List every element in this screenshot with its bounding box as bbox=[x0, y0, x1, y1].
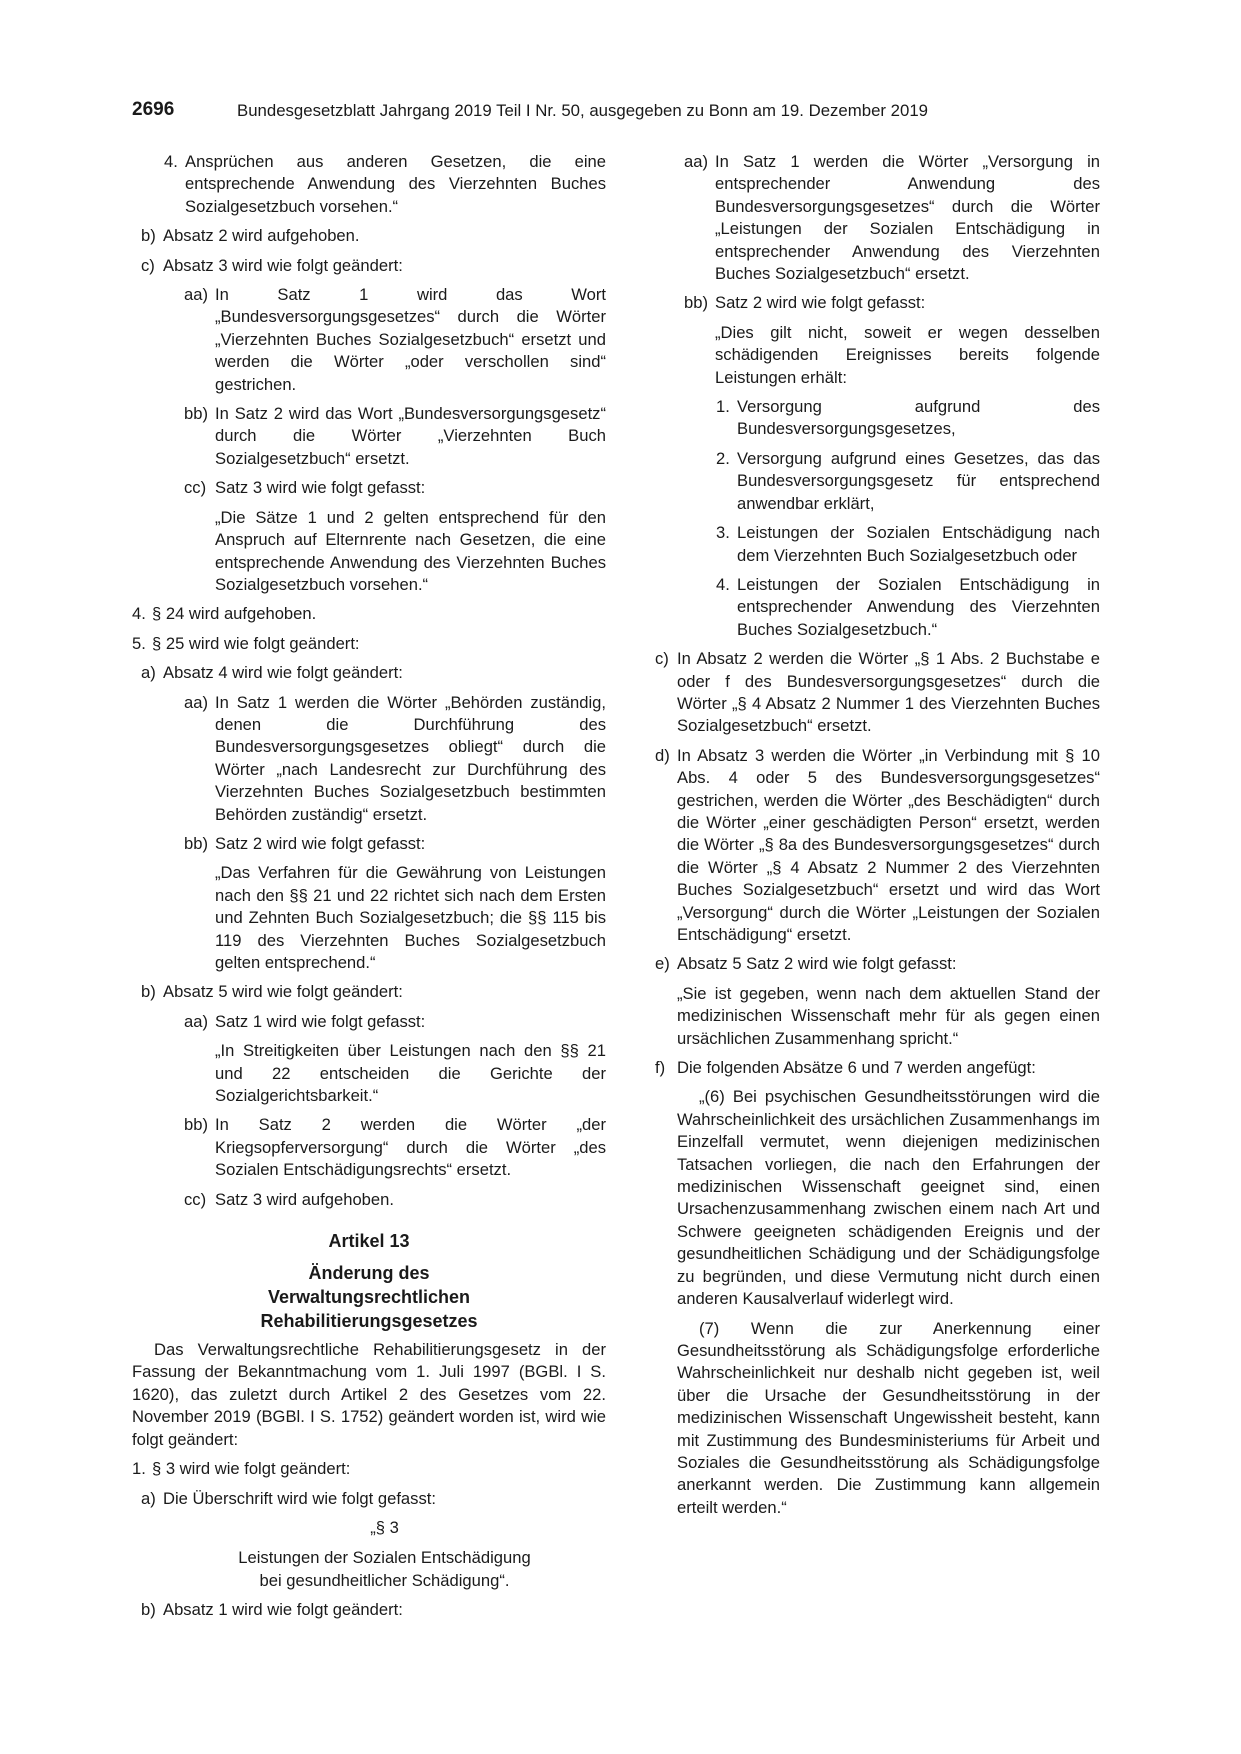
item-text: Die Überschrift wird wie folgt gefasst: bbox=[163, 1488, 436, 1508]
list-item bbox=[184, 833, 606, 855]
item-label: b) bbox=[141, 1600, 156, 1620]
list-item bbox=[716, 396, 1100, 441]
item-label: 2. bbox=[716, 448, 730, 468]
list-item bbox=[716, 448, 1100, 515]
item-text: Satz 2 wird wie folgt gefasst: bbox=[715, 293, 926, 313]
item-label: f) bbox=[655, 1058, 666, 1078]
section-heading-line: Leistungen der Sozialen Entschädigung bbox=[238, 1548, 531, 1568]
article-subtitle: Verwaltungsrechtlichen bbox=[267, 1287, 471, 1308]
article-intro: Das Verwaltungsrechtliche Rehabilitierungsgesetz in der Fassung der Bekanntmachung vom 1. Juli 1997 (BGBl. I S. 1620), das zuletzt durch Artikel 2 des Gesetzes vom 22. November 2019 (BGBl. I S. 1752) geändert worden ist, wird wie folgt geändert: bbox=[132, 1340, 606, 1449]
item-label: bb) bbox=[184, 404, 208, 424]
item-label: d) bbox=[655, 745, 670, 765]
item-text: In Satz 1 wird das Wort „Bundesversorgungsgesetzes“ durch die Wörter „Vierzehnten Buches Sozialgesetzbuch“ ersetzt und werden die Wörter „oder verschollen sind“ gestrichen. bbox=[215, 285, 606, 394]
list-item bbox=[141, 662, 606, 684]
item-text: In Satz 2 werden die Wörter „der Kriegsopferversorgung“ durch die Wörter „des Sozialen Entschädigungsrechts“ ersetzt. bbox=[215, 1115, 606, 1180]
page-number: 2696 bbox=[132, 99, 175, 120]
item-label: 4. bbox=[164, 152, 178, 171]
item-text: Absatz 5 wird wie folgt geändert: bbox=[163, 982, 403, 1002]
item-text: In Satz 2 wird das Wort „Bundesversorgungsgesetz“ durch die Wörter „Vierzehnten Buch Sozialgesetzbuch“ ersetzt. bbox=[215, 404, 606, 468]
list-item bbox=[184, 284, 606, 396]
item-label: bb) bbox=[684, 293, 708, 313]
list-item bbox=[184, 692, 606, 826]
right-column bbox=[655, 151, 1100, 1526]
item-text: § 24 wird aufgehoben. bbox=[152, 604, 317, 624]
item-text: In Absatz 2 werden die Wörter „§ 1 Abs. 2 Buchstabe e oder f des Bundesversorgungsgesetzes“ durch die Wörter „§ 4 Absatz 2 Nummer 1 des Vierzehnten Buches Sozialgesetzbuch“ ersetzt. bbox=[677, 649, 1100, 736]
item-label: 5. bbox=[132, 633, 146, 653]
item-label: b) bbox=[141, 226, 156, 246]
item-label: cc) bbox=[184, 478, 207, 498]
item-text: Satz 2 wird wie folgt gefasst: bbox=[215, 833, 426, 853]
item-text: Absatz 4 wird wie folgt geändert: bbox=[163, 663, 403, 683]
list-item bbox=[141, 1488, 606, 1510]
item-label: c) bbox=[655, 649, 669, 669]
item-label: c) bbox=[141, 255, 155, 275]
item-label: aa) bbox=[184, 692, 208, 712]
section-heading: „§ 3 bbox=[370, 1517, 399, 1537]
item-text: In Absatz 3 werden die Wörter „in Verbindung mit § 10 Abs. 4 oder 5 des Bundesversorgungsgesetzes“ gestrichen, werden die Wörter „des Beschädigten“ durch die Wörter „einer geschädigten Person“ ersetzt, werden die Wörter „§ 8a des Bundesversorgungsgesetzes“ durch die Wörter „§ 4 Absatz 2 Nummer 2 des Vierzehnten Buches Sozialgesetzbuch“ ersetzt und wird das Wort „Versorgung“ durch die Wörter „Leistungen der Sozialen Entschädigung“ ersetzt. bbox=[677, 745, 1100, 944]
item-text: § 3 wird wie folgt geändert: bbox=[152, 1459, 351, 1479]
quoted-text: „In Streitigkeiten über Leistungen nach den §§ 21 und 22 entscheiden die Gerichte der Sozialgerichtsbarkeit.“ bbox=[215, 1041, 606, 1106]
item-text: Versorgung aufgrund des Bundesversorgungsgesetzes, bbox=[737, 397, 1100, 439]
quoted-text: „Dies gilt nicht, soweit er wegen desselben schädigenden Ereignisses bereits folgende Leistungen erhält: bbox=[715, 322, 1100, 387]
quoted-paragraph: „(6) Bei psychischen Gesundheitsstörungen wird die Wahrscheinlichkeit des ursächlichen Zusammenhangs im Einzelfall vermutet, wenn diejenigen medizinischen Tatsachen vorliegen, die nach den Erfahrungen der medizinischen Wissenschaft geeignet sind, einen Ursachenzusammenhang zwischen einem nach Art und Schwere geeigneten schädigenden Ereignis und der gesundheitlichen Schädigung und der Schädigungsfolge zu begründen, und diese Vermutung nicht durch einen anderen Kausalverlauf widerlegt wird. bbox=[677, 1087, 1100, 1309]
list-item bbox=[655, 648, 1100, 738]
list-item bbox=[164, 151, 606, 218]
item-label: a) bbox=[141, 1488, 156, 1508]
list-item bbox=[132, 1458, 606, 1480]
quoted-paragraph: (7) Wenn die zur Anerkennung einer Gesundheitsstörung als Schädigungsfolge erforderliche Wahrscheinlichkeit nur deshalb nicht gegeben ist, weil über die Ursache der Gesundheitsstörung in der medizinischen Wissenschaft Ungewissheit besteht, kann mit Zustimmung des Bundesministeriums für Arbeit und Soziales die Gesundheitsstörung als Schädigungsfolge anerkannt werden. Die Zustimmung kann allgemein erteilt werden.“ bbox=[677, 1318, 1100, 1517]
item-text: Ansprüchen aus anderen Gesetzen, die eine entsprechende Anwendung des Vierzehnten Buches Sozialgesetzbuch vorsehen.“ bbox=[185, 152, 606, 216]
quoted-text: „Das Verfahren für die Gewährung von Leistungen nach den §§ 21 und 22 richtet sich nach dem Ersten und Zehnten Buch Sozialgesetzbuch; die §§ 115 bis 119 des Vierzehnten Buches Sozialgesetzbuch gelten entsprechend.“ bbox=[215, 863, 606, 972]
list-item bbox=[716, 522, 1100, 567]
item-label: bb) bbox=[184, 1115, 208, 1135]
item-label: aa) bbox=[184, 285, 208, 305]
item-label: bb) bbox=[184, 833, 208, 853]
item-text: In Satz 1 werden die Wörter „Versorgung in entsprechender Anwendung des Bundesversorgungsgesetzes“ durch die Wörter „Leistungen der Sozialen Entschädigung in entsprechender Anwendung des Vierzehnten Buches Sozialgesetzbuch“ ersetzt. bbox=[715, 152, 1100, 284]
item-text: § 25 wird wie folgt geändert: bbox=[152, 633, 360, 653]
left-column bbox=[132, 151, 606, 1629]
page-header bbox=[132, 99, 1112, 125]
list-item bbox=[655, 1057, 1100, 1079]
item-text: Leistungen der Sozialen Entschädigung in entsprechender Anwendung des Vierzehnten Buches Sozialgesetzbuch.“ bbox=[737, 574, 1100, 639]
list-item bbox=[184, 477, 606, 499]
quoted-text: „Sie ist gegeben, wenn nach dem aktuellen Stand der medizinischen Wissenschaft mehr für als gegen einen ursächlichen Zusammenhang spricht.“ bbox=[677, 983, 1100, 1048]
list-item bbox=[132, 603, 606, 625]
article-title: Artikel 13 bbox=[328, 1231, 410, 1252]
item-label: aa) bbox=[184, 1011, 208, 1031]
list-item bbox=[684, 151, 1100, 285]
item-text: Satz 3 wird wie folgt gefasst: bbox=[215, 478, 426, 498]
item-label: 1. bbox=[132, 1459, 146, 1479]
list-item bbox=[132, 633, 606, 655]
item-label: 4. bbox=[716, 574, 730, 594]
list-item bbox=[184, 403, 606, 470]
list-item bbox=[655, 745, 1100, 947]
list-item bbox=[141, 225, 606, 247]
section-heading-line: bei gesundheitlicher Schädigung“. bbox=[259, 1570, 510, 1590]
item-text: Satz 3 wird aufgehoben. bbox=[215, 1189, 394, 1209]
list-item bbox=[184, 1114, 606, 1181]
item-text: Absatz 2 wird aufgehoben. bbox=[163, 226, 360, 246]
item-text: Die folgenden Absätze 6 und 7 werden angefügt: bbox=[677, 1058, 1036, 1078]
list-item bbox=[684, 292, 1100, 314]
item-label: e) bbox=[655, 954, 670, 974]
article-subtitle: Änderung des bbox=[308, 1263, 430, 1284]
item-text: Satz 1 wird wie folgt gefasst: bbox=[215, 1011, 426, 1031]
item-label: aa) bbox=[684, 152, 708, 171]
item-text: Leistungen der Sozialen Entschädigung nach dem Vierzehnten Buch Sozialgesetzbuch oder bbox=[737, 523, 1100, 565]
list-item bbox=[716, 574, 1100, 641]
item-label: 4. bbox=[132, 604, 146, 624]
item-text: Absatz 3 wird wie folgt geändert: bbox=[163, 255, 403, 275]
list-item bbox=[184, 1189, 606, 1211]
article-subtitle: Rehabilitierungsgesetzes bbox=[260, 1311, 478, 1332]
item-text: Versorgung aufgrund eines Gesetzes, das das Bundesversorgungsgesetz für entsprechend anwendbar erklärt, bbox=[737, 448, 1100, 513]
item-text: Absatz 1 wird wie folgt geändert: bbox=[163, 1600, 403, 1620]
item-label: 3. bbox=[716, 523, 730, 543]
list-item bbox=[184, 1011, 606, 1033]
list-item bbox=[141, 255, 606, 277]
item-label: b) bbox=[141, 982, 156, 1002]
header-title: Bundesgesetzblatt Jahrgang 2019 Teil I Nr. 50, ausgegeben zu Bonn am 19. Dezember 2019 bbox=[237, 101, 928, 120]
item-label: 1. bbox=[716, 397, 730, 417]
list-item bbox=[655, 953, 1100, 975]
quoted-text: „Die Sätze 1 und 2 gelten entsprechend für den Anspruch auf Elternrente nach Gesetzen, die eine entsprechende Anwendung des Vierzehnten Buches Sozialgesetzbuch vorsehen.“ bbox=[215, 507, 606, 594]
list-item bbox=[141, 1599, 606, 1621]
list-item bbox=[141, 981, 606, 1003]
item-text: Absatz 5 Satz 2 wird wie folgt gefasst: bbox=[677, 954, 957, 974]
item-label: cc) bbox=[184, 1189, 207, 1209]
item-text: In Satz 1 werden die Wörter „Behörden zuständig, denen die Durchführung des Bundesversorgungsgesetzes obliegt“ durch die Wörter „nach Landesrecht zur Durchführung des Vierzehnten Buches Sozialgesetzbuch bestimmten Behörden zuständig“ ersetzt. bbox=[215, 692, 606, 824]
item-label: a) bbox=[141, 663, 156, 683]
